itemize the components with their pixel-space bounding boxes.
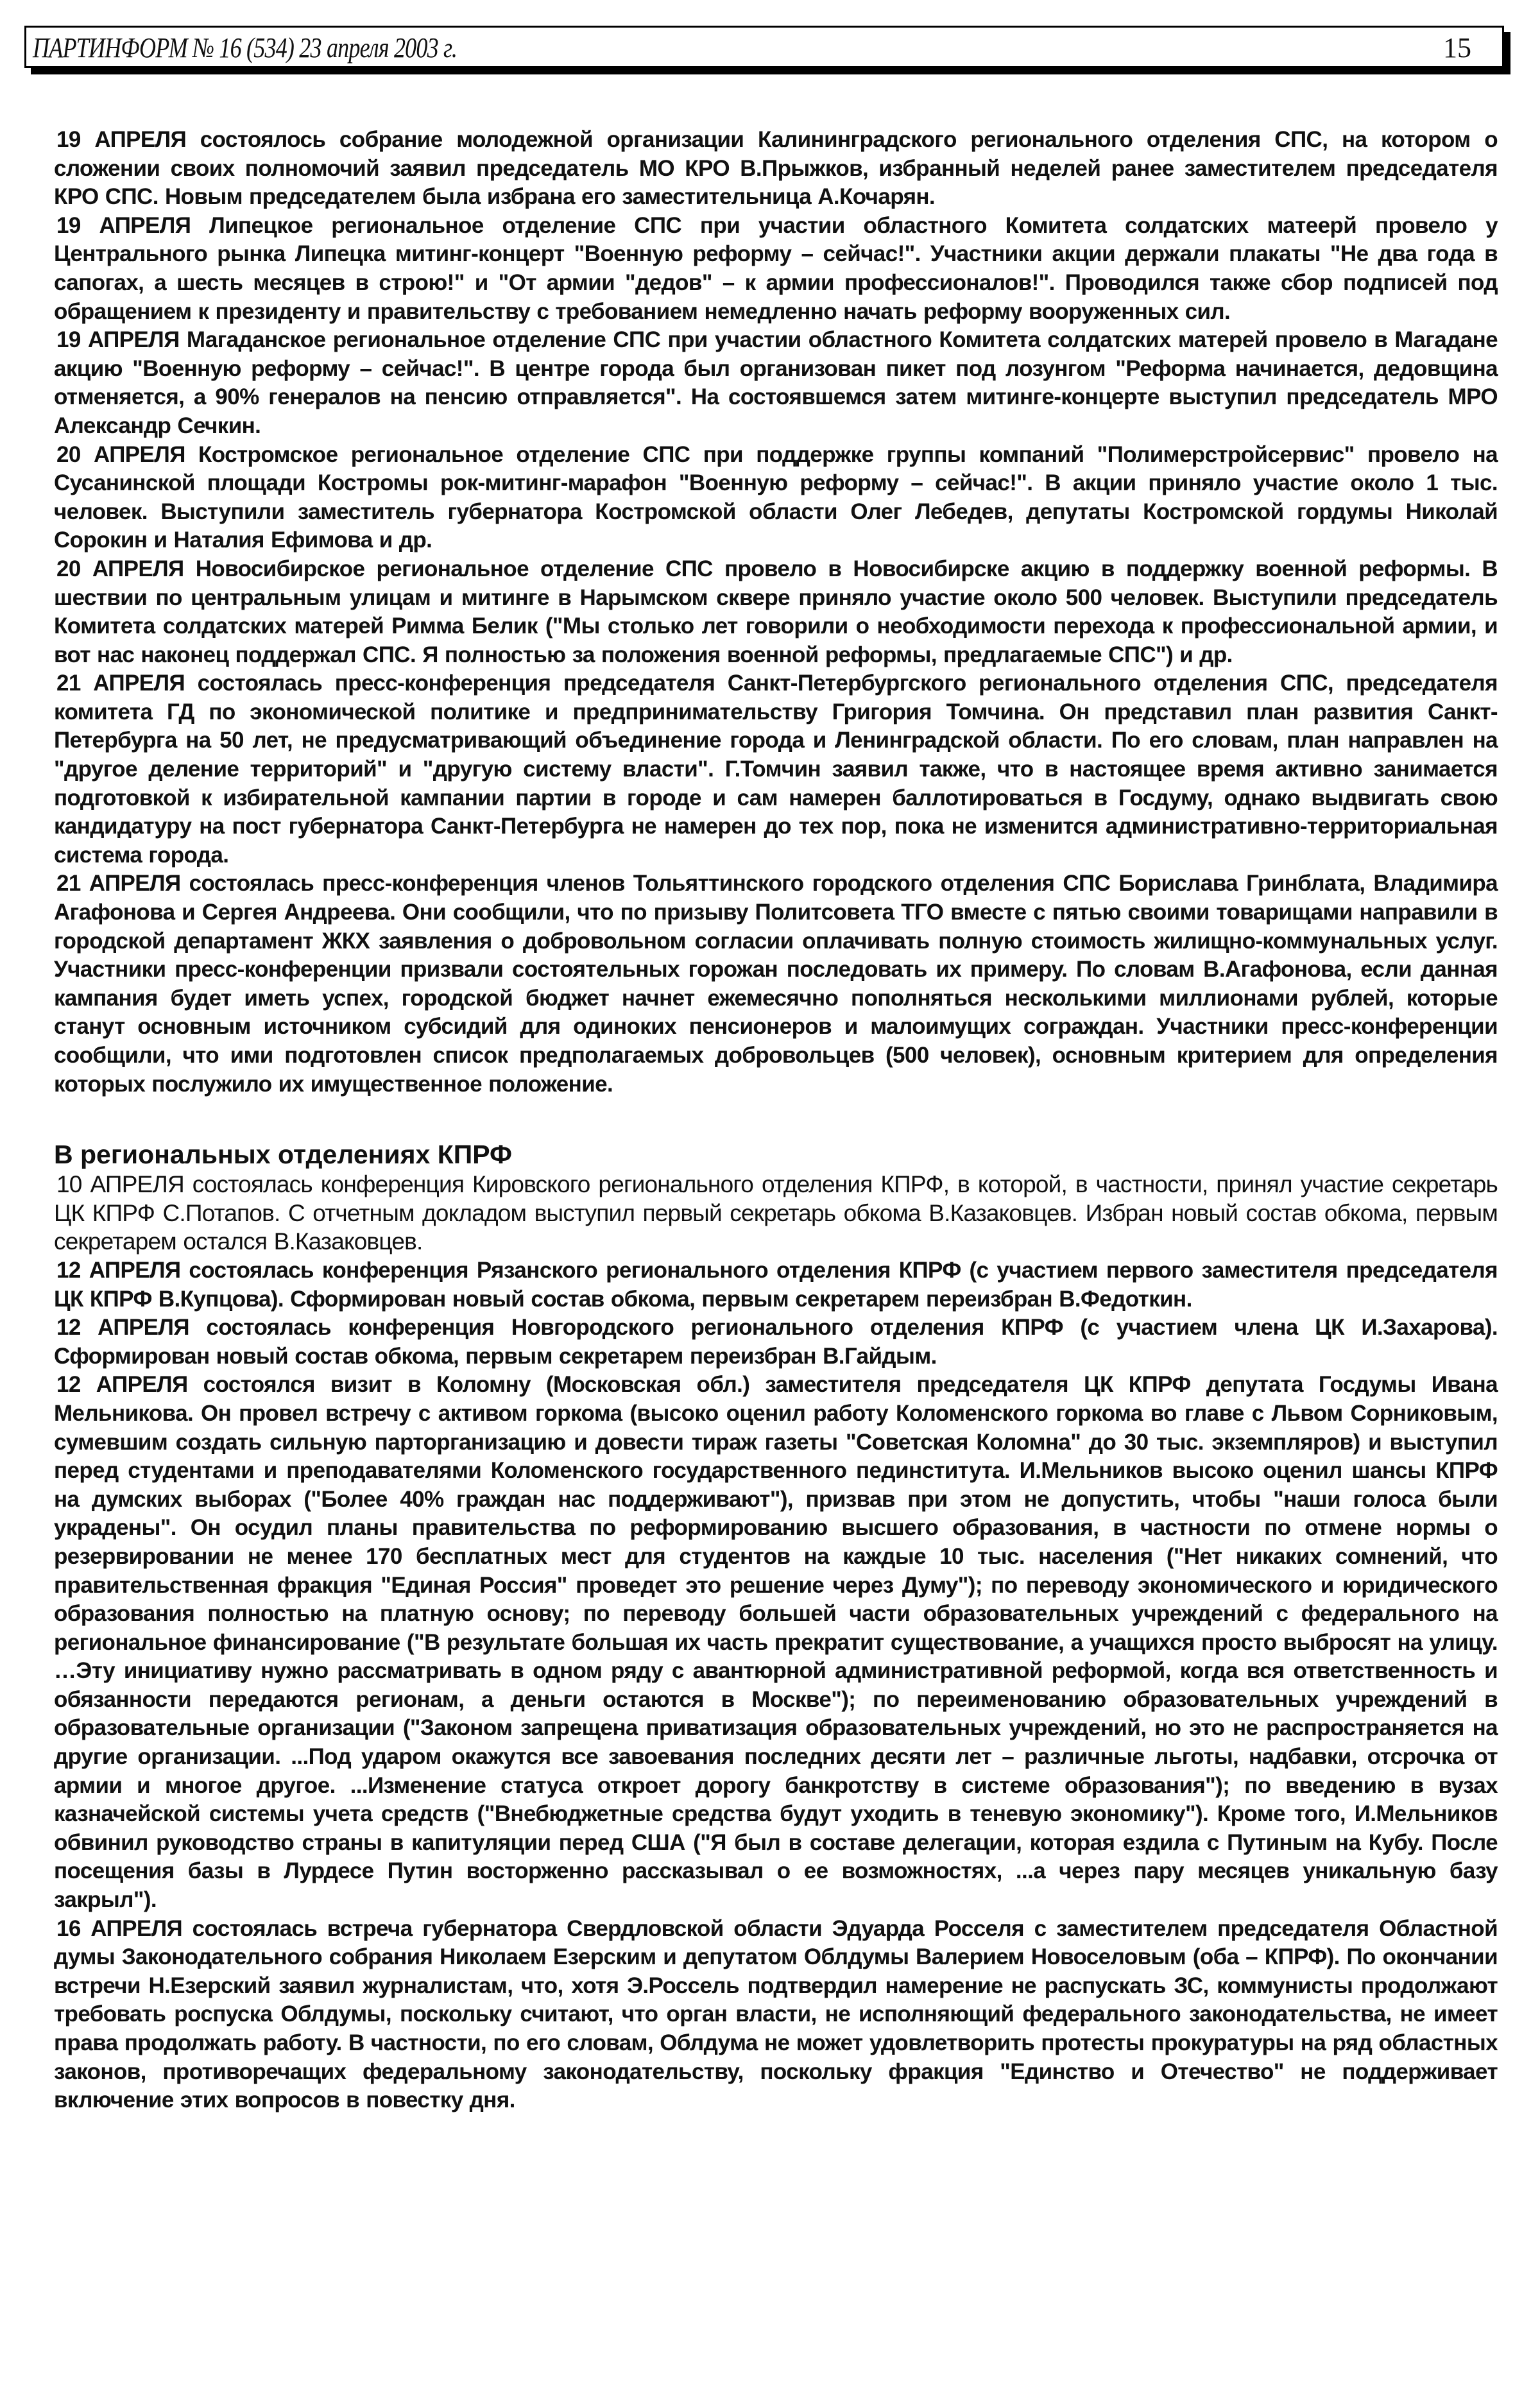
news-item <box>54 126 1498 212</box>
news-date: 20 АПРЕЛЯ <box>56 441 185 467</box>
page-number: 15 <box>1443 32 1471 64</box>
news-date: 16 АПРЕЛЯ <box>56 1915 183 1941</box>
news-item <box>54 212 1498 326</box>
news-item <box>54 1371 1498 1914</box>
news-date: 12 АПРЕЛЯ <box>56 1372 188 1398</box>
news-text: Новосибирское региональное отделение СПС провело в Новосибирске акцию в поддержку военной реформы. В шествии по центральным улицам и митинге в Нарымском сквере приняло участие около 500 человек. Выступили председатель Комитета солдатских матерей Римма Белик ("Мы столько лет говорили о необходимости перехода к профессиональной армии, и вот нас наконец поддержал СПС. Я полностью за положения военной реформы, предлагаемые СПС") и др. <box>54 556 1498 667</box>
page-header <box>24 26 1504 68</box>
news-date: 19 АПРЕЛЯ <box>56 327 180 353</box>
news-text: Костромское региональное отделение СПС при поддержке группы компаний "Полимерстройсервис" провело на Сусанинской площади Костромы рок-митинг-марафон "Военную реформу – сейчас!". В акции приняло участие около 1 тыс. человек. Выступили заместитель губернатора Костромской области Олег Лебедев, депутаты Костромской гордумы Николай Сорокин и Наталия Ефимова и др. <box>54 441 1498 553</box>
section-heading: В региональных отделениях КПРФ <box>54 1140 513 1170</box>
news-text: состоялась встреча губернатора Свердловской области Эдуарда Росселя с заместителем председателя Областной думы Законодательного собрания Николаем Езерским и депутатом Облдумы Валерием Новоселовым (оба – КПРФ). По окончании встречи Н.Езерский заявил журналистам, что, хотя Э.Россель подтвердил намерение не распускать ЗС, коммунисты продолжают требовать роспуска Облдумы, поскольку считают, что орган власти, не исполняющий федерального законодательства, не имеет права продолжать работу. В частности, по его словам, Облдума не может удовлетворить протесты прокуратуры на ряд областных законов, противоречащих федеральному законодательству, поскольку фракция "Единство и Отечество" не поддерживает включение этих вопросов в повестку дня. <box>54 1915 1498 2113</box>
news-date: 10 АПРЕЛЯ <box>56 1171 184 1198</box>
news-item <box>54 441 1498 555</box>
news-text: состоялась конференция Кировского регионального отделения КПРФ, в которой, в частности, принял участие секретарь ЦК КПРФ С.Потапов. С отчетным докладом выступил первый секретарь обкома В.Казаковцев. Избран новый состав обкома, первым секретарем остался В.Казаковцев. <box>54 1171 1498 1255</box>
publication-title: ПАРТИНФОРМ № 16 (534) 23 апреля 2003 г. <box>33 32 458 64</box>
news-text: Магаданское региональное отделение СПС при участии областного Комитета солдатских матерей провело в Магадане акцию "Военную реформу – сейчас!". В центре города был организован пикет под лозунгом "Реформа начинается, дедовщина отменяется, а 90% генералов на пенсию отправляется". На состоявшемся затем митинге-концерте выступил председатель МРО Александр Сечкин. <box>54 327 1498 438</box>
article-body <box>54 126 1498 2115</box>
news-item <box>54 1170 1498 1256</box>
news-item <box>54 870 1498 1099</box>
news-item <box>54 555 1498 669</box>
news-text: состоялась конференция Рязанского регионального отделения КПРФ (с участием первого заместителя председателя ЦК КПРФ В.Купцова). Сформирован новый состав обкома, первым секретарем переизбран В.Федоткин. <box>54 1257 1498 1312</box>
news-date: 12 АПРЕЛЯ <box>56 1315 189 1341</box>
news-item <box>54 1256 1498 1314</box>
news-date: 12 АПРЕЛЯ <box>56 1257 181 1283</box>
news-date: 19 АПРЕЛЯ <box>56 127 187 152</box>
news-text: Липецкое региональное отделение СПС при участии областного Комитета солдатских матеерй провело у Центрального рынка Липецка митинг-концерт "Военную реформу – сейчас!". Участники акции держали плакаты "Не два года в сапогах, а шесть месяцев в строю!" и "От армии "дедов" – к армии профессионалов!". Проводился также сбор подписей под обращением к президенту и правительству с требованием немедленно начать реформу вооруженных сил. <box>54 212 1498 324</box>
news-text: состоялся визит в Коломну (Московская обл.) заместителя председателя ЦК КПРФ депутата Госдумы Ивана Мельникова. Он провел встречу с активом горкома (высоко оценил работу Коломенского горкома во главе с Львом Сорниковым, сумевшим создать сильную парторганизацию и довести тираж газеты "Советская Коломна" до 30 тыс. экземпляров) и выступил перед студентами и преподавателями Коломенского государственного пединститута. И.Мельников высоко оценил шансы КПРФ на думских выборах ("Более 40% граждан нас поддерживают"), призвав при этом не допустить, чтобы "наши голоса были украдены". Он осудил планы правительства по реформированию высшего образования, в частности по отмене нормы о резервировании не менее 170 бесплатных мест для студентов на каждые 10 тыс. населения ("Нет никаких сомнений, что правительственная фракция "Единая Россия" проведет это решение через Думу"); по переводу экономического и юридического образования полностью на платную основу; по переводу большей части образовательных учреждений с федерального на региональное финансирование ("В результате большая их часть прекратит существование, а учащихся просто выбросят на улицу. …Эту инициативу нужно рассматривать в одном ряду с авантюрной административной реформой, когда вся ответственность и обязанности передаются регионам, а деньги остаются в Москве"); по переименованию образовательных учреждений в образовательные организации ("Законом запрещена приватизация образовательных учреждений, но это не распространяется на другие организации. ...Под ударом окажутся все завоевания последних десяти лет – различные льготы, надбавки, отсрочка от армии и многое другое. ...Изменение статуса откроет дорогу банкротству в системе образования"); по введению в вузах казначейской системы учета средств ("Внебюджетные средства будут уходить в теневую экономику"). Кроме того, И.Мельников обвинил руководство страны в капитуляции перед США ("Я был в составе делегации, которая ездила с Путиным на Кубу. После посещения базы в Лурдесе Путин восторженно рассказывал о ее возможностях, ...а через пару месяцев уникальную базу закрыл"). <box>54 1372 1498 1913</box>
news-item <box>54 669 1498 870</box>
news-date: 21 АПРЕЛЯ <box>56 871 181 896</box>
news-text: состоялась пресс-конференция членов Тольяттинского городского отделения СПС Борислава Гринблата, Владимира Агафонова и Сергея Андреева. Они сообщили, что по призыву Политсовета ТГО вместе с пятью своими товарищами направили в городской департамент ЖКХ заявления о добровольном согласии оплачивать полную стоимость жилищно-коммунальных услуг. Участники пресс-конференции призвали состоятельных горожан последовать их примеру. По словам В.Агафонова, если данная кампания будет иметь успех, городской бюджет начнет ежемесячно пополняться несколькими миллионами рублей, которые станут основным источником субсидий для одиноких пенсионеров и малоимущих сограждан. Участники пресс-конференции сообщили, что ими подготовлен список предполагаемых добровольцев (500 человек), основным критерием для определения которых послужило их имущественное положение. <box>54 871 1498 1097</box>
news-item <box>54 1314 1498 1371</box>
news-item <box>54 1915 1498 2115</box>
news-date: 21 АПРЕЛЯ <box>56 671 185 696</box>
news-date: 20 АПРЕЛЯ <box>56 556 184 581</box>
news-text: состоялась конференция Новгородского регионального отделения КПРФ (с участием члена ЦК И.Захарова). Сформирован новый состав обкома, первым секретарем переизбран В.Гайдым. <box>54 1315 1498 1369</box>
news-date: 19 АПРЕЛЯ <box>56 212 191 238</box>
news-text: состоялось собрание молодежной организации Калининградского регионального отделения СПС, на котором о сложении своих полномочий заявил председатель МО КРО В.Прыжков, избранный неделей ранее заместителем председателя КРО СПС. Новым председателем была избрана его заместительница А.Кочарян. <box>54 127 1498 210</box>
news-text: состоялась пресс-конференция председателя Санкт-Петербургского регионального отделения СПС, председателя комитета ГД по экономической политике и предпринимательству Григория Томчина. Он представил план развития Санкт-Петербурга на 50 лет, не предусматривающий объединение города и Ленинградской области. По его словам, план направлен на "другое деление территорий" и "другую систему власти". Г.Томчин заявил также, что в настоящее время активно занимается подготовкой к избирательной кампании партии в городе и сам намерен баллотироваться в Госдуму, однако выдвигать свою кандидатуру на пост губернатора Санкт-Петербурга не намерен до тех пор, пока не изменится административно-территориальная система города. <box>54 671 1498 868</box>
news-item <box>54 326 1498 440</box>
